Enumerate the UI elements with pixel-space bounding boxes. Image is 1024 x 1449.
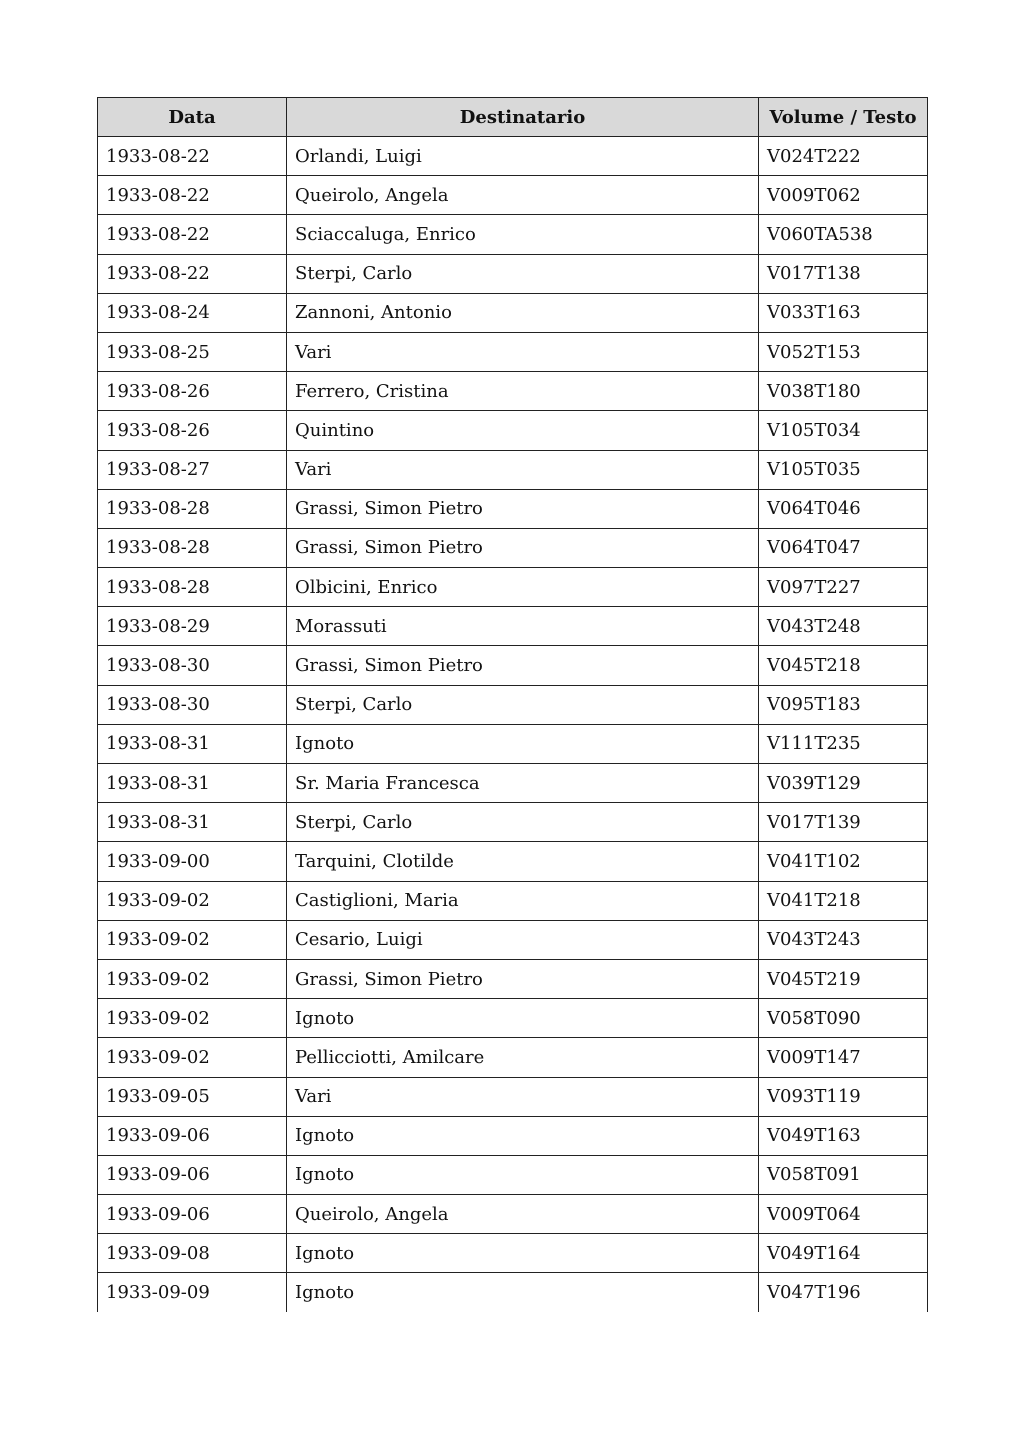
cell-date: 1933-09-06 — [98, 1116, 287, 1155]
table-header-row — [98, 98, 928, 137]
letters-index-table — [97, 97, 928, 1312]
cell-date: 1933-09-08 — [98, 1234, 287, 1273]
table-row — [98, 959, 928, 998]
table-row — [98, 254, 928, 293]
table-row — [98, 528, 928, 567]
cell-recipient: Morassuti — [287, 607, 759, 646]
cell-date: 1933-08-30 — [98, 646, 287, 685]
table-row — [98, 411, 928, 450]
cell-date: 1933-09-00 — [98, 842, 287, 881]
table-row — [98, 293, 928, 332]
cell-recipient: Vari — [287, 1077, 759, 1116]
cell-recipient: Ignoto — [287, 999, 759, 1038]
cell-volume-text: V105T035 — [759, 450, 928, 489]
cell-date: 1933-09-02 — [98, 999, 287, 1038]
table-row — [98, 1116, 928, 1155]
cell-volume-text: V038T180 — [759, 372, 928, 411]
cell-recipient: Ferrero, Cristina — [287, 372, 759, 411]
cell-date: 1933-08-22 — [98, 254, 287, 293]
table-row — [98, 1273, 928, 1312]
table-row — [98, 685, 928, 724]
table-row — [98, 842, 928, 881]
cell-volume-text: V017T138 — [759, 254, 928, 293]
cell-date: 1933-08-29 — [98, 607, 287, 646]
cell-recipient: Sterpi, Carlo — [287, 685, 759, 724]
table-row — [98, 372, 928, 411]
cell-date: 1933-08-31 — [98, 803, 287, 842]
cell-date: 1933-09-02 — [98, 920, 287, 959]
cell-volume-text: V097T227 — [759, 568, 928, 607]
table-row — [98, 176, 928, 215]
cell-date: 1933-08-24 — [98, 293, 287, 332]
cell-volume-text: V009T062 — [759, 176, 928, 215]
cell-recipient: Sr. Maria Francesca — [287, 764, 759, 803]
table-row — [98, 489, 928, 528]
cell-date: 1933-09-06 — [98, 1155, 287, 1194]
table-row — [98, 568, 928, 607]
column-header-recipient: Destinatario — [287, 98, 759, 137]
cell-recipient: Grassi, Simon Pietro — [287, 489, 759, 528]
cell-date: 1933-08-30 — [98, 685, 287, 724]
table-row — [98, 1234, 928, 1273]
cell-volume-text: V039T129 — [759, 764, 928, 803]
cell-volume-text: V060TA538 — [759, 215, 928, 254]
cell-volume-text: V017T139 — [759, 803, 928, 842]
table-row — [98, 764, 928, 803]
cell-recipient: Ignoto — [287, 1273, 759, 1312]
cell-recipient: Sterpi, Carlo — [287, 254, 759, 293]
cell-date: 1933-08-26 — [98, 372, 287, 411]
cell-volume-text: V041T102 — [759, 842, 928, 881]
cell-volume-text: V093T119 — [759, 1077, 928, 1116]
cell-date: 1933-08-22 — [98, 176, 287, 215]
cell-volume-text: V047T196 — [759, 1273, 928, 1312]
cell-date: 1933-09-05 — [98, 1077, 287, 1116]
cell-recipient: Vari — [287, 450, 759, 489]
cell-recipient: Tarquini, Clotilde — [287, 842, 759, 881]
cell-recipient: Zannoni, Antonio — [287, 293, 759, 332]
table-row — [98, 1077, 928, 1116]
cell-recipient: Ignoto — [287, 1116, 759, 1155]
cell-recipient: Grassi, Simon Pietro — [287, 959, 759, 998]
table-row — [98, 137, 928, 176]
cell-volume-text: V041T218 — [759, 881, 928, 920]
table-row — [98, 803, 928, 842]
cell-volume-text: V043T243 — [759, 920, 928, 959]
table-row — [98, 450, 928, 489]
cell-recipient: Pellicciotti, Amilcare — [287, 1038, 759, 1077]
cell-recipient: Castiglioni, Maria — [287, 881, 759, 920]
cell-date: 1933-08-22 — [98, 215, 287, 254]
table-row — [98, 1195, 928, 1234]
cell-volume-text: V024T222 — [759, 137, 928, 176]
cell-volume-text: V049T163 — [759, 1116, 928, 1155]
table-row — [98, 332, 928, 371]
cell-date: 1933-08-28 — [98, 568, 287, 607]
cell-date: 1933-08-31 — [98, 724, 287, 763]
cell-date: 1933-09-09 — [98, 1273, 287, 1312]
cell-recipient: Queirolo, Angela — [287, 176, 759, 215]
cell-volume-text: V009T147 — [759, 1038, 928, 1077]
cell-volume-text: V058T091 — [759, 1155, 928, 1194]
table-row — [98, 920, 928, 959]
cell-volume-text: V095T183 — [759, 685, 928, 724]
cell-volume-text: V045T218 — [759, 646, 928, 685]
table-row — [98, 607, 928, 646]
cell-date: 1933-08-28 — [98, 489, 287, 528]
cell-recipient: Cesario, Luigi — [287, 920, 759, 959]
cell-date: 1933-09-02 — [98, 881, 287, 920]
cell-date: 1933-08-25 — [98, 332, 287, 371]
cell-recipient: Sterpi, Carlo — [287, 803, 759, 842]
cell-date: 1933-08-22 — [98, 137, 287, 176]
table-row — [98, 999, 928, 1038]
cell-volume-text: V064T046 — [759, 489, 928, 528]
cell-recipient: Ignoto — [287, 1155, 759, 1194]
cell-date: 1933-08-27 — [98, 450, 287, 489]
table-row — [98, 1038, 928, 1077]
cell-recipient: Orlandi, Luigi — [287, 137, 759, 176]
cell-date: 1933-09-02 — [98, 1038, 287, 1077]
table-row — [98, 881, 928, 920]
cell-volume-text: V052T153 — [759, 332, 928, 371]
table-row — [98, 646, 928, 685]
cell-recipient: Olbicini, Enrico — [287, 568, 759, 607]
cell-volume-text: V111T235 — [759, 724, 928, 763]
column-header-volume-text: Volume / Testo — [759, 98, 928, 137]
cell-volume-text: V043T248 — [759, 607, 928, 646]
table-row — [98, 1155, 928, 1194]
table-row — [98, 215, 928, 254]
cell-volume-text: V058T090 — [759, 999, 928, 1038]
cell-volume-text: V064T047 — [759, 528, 928, 567]
cell-volume-text: V009T064 — [759, 1195, 928, 1234]
cell-recipient: Ignoto — [287, 1234, 759, 1273]
cell-date: 1933-09-02 — [98, 959, 287, 998]
cell-date: 1933-08-31 — [98, 764, 287, 803]
column-header-date: Data — [98, 98, 287, 137]
cell-recipient: Grassi, Simon Pietro — [287, 646, 759, 685]
cell-recipient: Sciaccaluga, Enrico — [287, 215, 759, 254]
cell-recipient: Quintino — [287, 411, 759, 450]
cell-date: 1933-08-28 — [98, 528, 287, 567]
cell-volume-text: V045T219 — [759, 959, 928, 998]
cell-recipient: Ignoto — [287, 724, 759, 763]
cell-recipient: Vari — [287, 332, 759, 371]
cell-volume-text: V033T163 — [759, 293, 928, 332]
cell-date: 1933-08-26 — [98, 411, 287, 450]
cell-recipient: Queirolo, Angela — [287, 1195, 759, 1234]
table-body — [98, 137, 928, 1313]
cell-volume-text: V105T034 — [759, 411, 928, 450]
cell-date: 1933-09-06 — [98, 1195, 287, 1234]
cell-recipient: Grassi, Simon Pietro — [287, 528, 759, 567]
table-row — [98, 724, 928, 763]
cell-volume-text: V049T164 — [759, 1234, 928, 1273]
